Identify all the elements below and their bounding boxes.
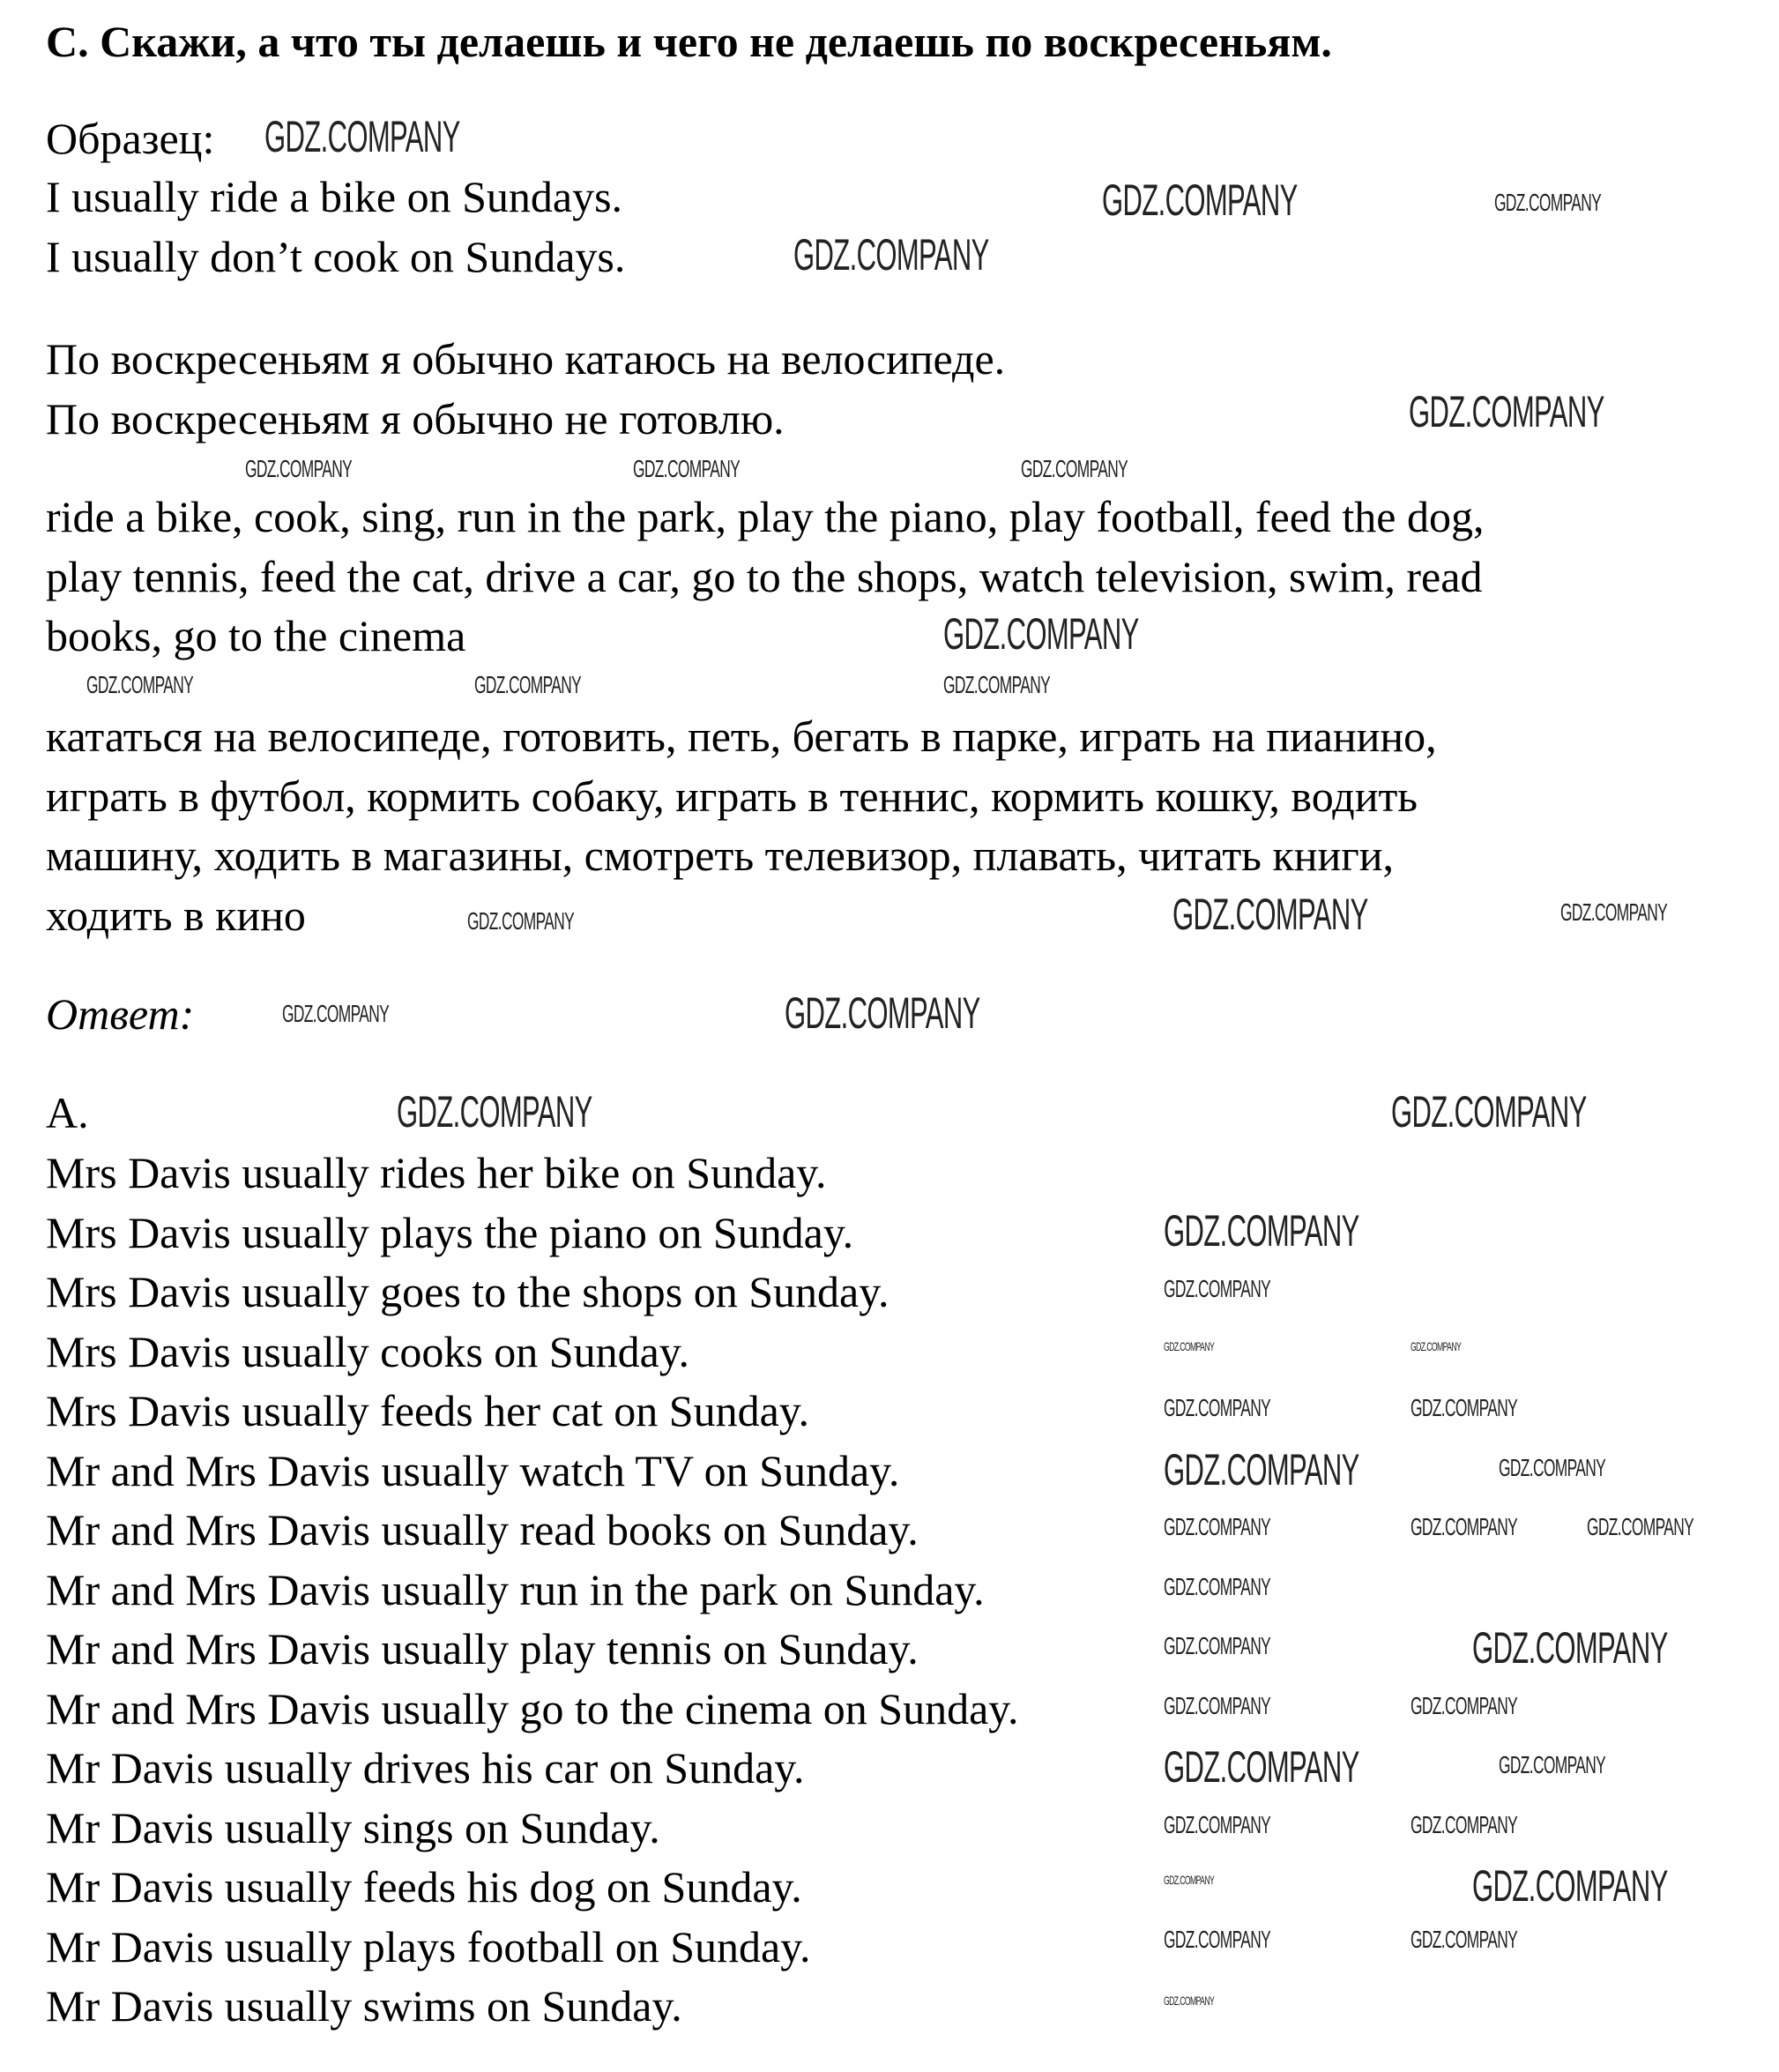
watermark: GDZ.COMPANY <box>1472 1623 1668 1673</box>
watermark: GDZ.COMPANY <box>1164 1811 1271 1838</box>
watermark: GDZ.COMPANY <box>1472 1861 1668 1911</box>
phrases-english <box>46 488 1485 667</box>
watermark: GDZ.COMPANY <box>1494 189 1602 216</box>
watermark: GDZ.COMPANY <box>1164 1926 1271 1953</box>
watermark: GDZ.COMPANY <box>1164 1692 1271 1719</box>
sample-line: I usually ride a bike on Sundays. <box>46 172 623 221</box>
watermark: GDZ.COMPANY <box>1391 1087 1587 1137</box>
watermark: GDZ.COMPANY <box>86 671 194 698</box>
watermark: GDZ.COMPANY <box>1164 1873 1215 1887</box>
answer-line: Mr Davis usually feeds his dog on Sunday. <box>46 1862 802 1912</box>
answer-line: Mrs Davis usually feeds her cat on Sunday. <box>46 1386 810 1435</box>
phrase-line: машину, ходить в магазины, смотреть телевизор, плавать, читать книги, <box>46 831 1395 880</box>
watermark: GDZ.COMPANY <box>1587 1513 1694 1540</box>
answer-line: Mr and Mrs Davis usually read books on Sunday. <box>46 1505 919 1554</box>
sample-russian <box>46 330 1005 449</box>
answer-label: Ответ: <box>46 989 195 1039</box>
watermark: GDZ.COMPANY <box>1411 1394 1518 1421</box>
answer-line: Mr Davis usually drives his car on Sunday. <box>46 1743 805 1793</box>
watermark: GDZ.COMPANY <box>1164 1275 1271 1302</box>
watermark: GDZ.COMPANY <box>467 907 575 935</box>
watermark: GDZ.COMPANY <box>1164 1394 1271 1421</box>
task-title: C. Скажи, а что ты делаешь и чего не делаешь по воскресеньям. <box>46 17 1332 66</box>
watermark: GDZ.COMPANY <box>1411 1513 1518 1540</box>
answer-line: Mrs Davis usually plays the piano on Sunday. <box>46 1207 854 1257</box>
watermark: GDZ.COMPANY <box>474 671 582 698</box>
sample-line: По воскресеньям я обычно катаюсь на велосипеде. <box>46 334 1006 384</box>
answer-line: Mr Davis usually plays football on Sunday. <box>46 1921 811 1971</box>
phrase-line: ходить в кино <box>46 890 306 940</box>
watermark: GDZ.COMPANY <box>943 609 1139 659</box>
watermark: GDZ.COMPANY <box>1411 1339 1462 1353</box>
phrase-line: books, go to the cinema <box>46 611 466 660</box>
watermark: GDZ.COMPANY <box>245 455 353 482</box>
watermark: GDZ.COMPANY <box>1409 387 1604 436</box>
watermark: GDZ.COMPANY <box>1164 1573 1271 1600</box>
watermark: GDZ.COMPANY <box>1021 455 1128 482</box>
watermark: GDZ.COMPANY <box>1164 1513 1271 1540</box>
watermark: GDZ.COMPANY <box>1411 1926 1518 1953</box>
watermark: GDZ.COMPANY <box>633 455 741 482</box>
watermark: GDZ.COMPANY <box>282 1000 390 1027</box>
watermark: GDZ.COMPANY <box>1172 890 1368 939</box>
answer-lines <box>46 1144 1019 2037</box>
watermark: GDZ.COMPANY <box>1164 1742 1359 1792</box>
phrase-line: ride a bike, cook, sing, run in the park, play the piano, play football, feed the dog, <box>46 492 1485 541</box>
watermark: GDZ.COMPANY <box>1164 1994 1215 2008</box>
answer-line: Mr Davis usually swims on Sunday. <box>46 1981 682 2031</box>
answer-line: Mr Davis usually sings on Sunday. <box>46 1802 660 1852</box>
sample-line: I usually don’t cook on Sundays. <box>46 231 626 281</box>
watermark: GDZ.COMPANY <box>943 671 1051 698</box>
sample-line: По воскресеньям я обычно не готовлю. <box>46 393 785 443</box>
answer-line: Mr and Mrs Davis usually play tennis on Sunday. <box>46 1624 919 1673</box>
sample-label: Образец: <box>46 114 215 163</box>
answer-line: Mr and Mrs Davis usually watch TV on Sunday. <box>46 1445 900 1495</box>
answer-section: A. <box>46 1088 89 1137</box>
watermark: GDZ.COMPANY <box>397 1087 592 1137</box>
sample-english <box>46 168 625 287</box>
watermark: GDZ.COMPANY <box>793 230 989 279</box>
watermark: GDZ.COMPANY <box>1164 1206 1359 1256</box>
watermark: GDZ.COMPANY <box>1499 1454 1606 1481</box>
answer-line: Mrs Davis usually cooks on Sunday. <box>46 1326 690 1376</box>
watermark: GDZ.COMPANY <box>1164 1339 1215 1353</box>
watermark: GDZ.COMPANY <box>785 988 980 1038</box>
answer-line: Mrs Davis usually rides her bike on Sunday. <box>46 1148 827 1197</box>
watermark: GDZ.COMPANY <box>1102 175 1298 225</box>
answer-line: Mr and Mrs Davis usually run in the park on Sunday. <box>46 1564 985 1614</box>
watermark: GDZ.COMPANY <box>1164 1632 1271 1659</box>
phrase-line: играть в футбол, кормить собаку, играть в теннис, кормить кошку, водить <box>46 771 1418 821</box>
watermark: GDZ.COMPANY <box>1164 1445 1359 1494</box>
watermark: GDZ.COMPANY <box>1499 1751 1606 1778</box>
watermark: GDZ.COMPANY <box>1560 898 1668 926</box>
answer-line: Mrs Davis usually goes to the shops on Sunday. <box>46 1267 890 1316</box>
phrase-line: play tennis, feed the cat, drive a car, go to the shops, watch television, swim, read <box>46 551 1483 601</box>
watermark: GDZ.COMPANY <box>264 112 460 161</box>
answer-line: Mr and Mrs Davis usually go to the cinema on Sunday. <box>46 1683 1019 1733</box>
watermark: GDZ.COMPANY <box>1411 1692 1518 1719</box>
phrase-line: кататься на велосипеде, готовить, петь, бегать в парке, играть на пианино, <box>46 712 1437 761</box>
watermark: GDZ.COMPANY <box>1411 1811 1518 1838</box>
